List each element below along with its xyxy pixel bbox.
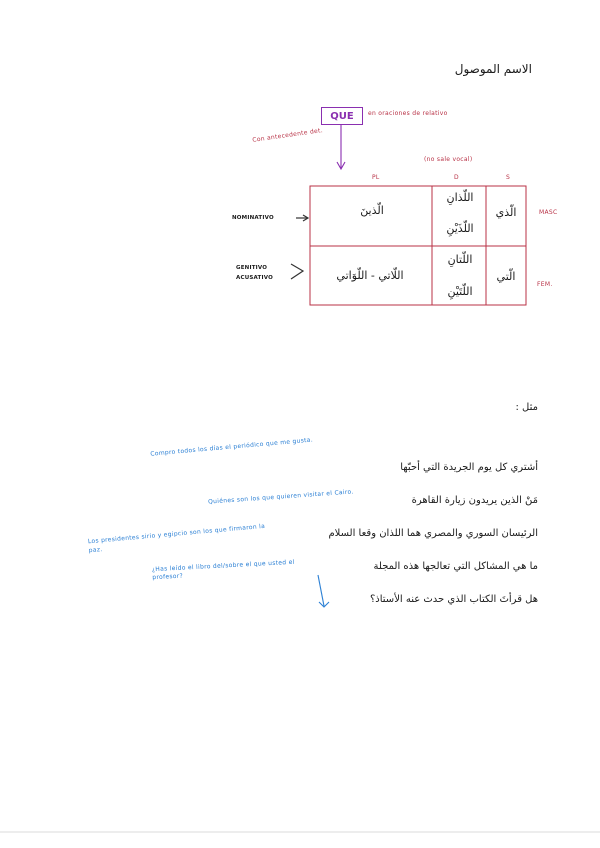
- page-title: الاسم الموصول: [454, 62, 532, 76]
- example-note-3: Los presidentes sirio y egipcio son los que firmaron la paz.: [87, 522, 266, 555]
- example-sentence-3: الرئيسان السوري والمصري هما اللذان وقعا السلام: [328, 528, 538, 539]
- masc-dual-bottom-cell: اللّذَيْنِ: [446, 222, 474, 235]
- fem-singular-cell: الّتي: [496, 270, 516, 283]
- row-label-genitive-accusative: GENITIVO ACUSATIVO: [236, 265, 273, 281]
- row-label-nominative: NOMINATIVO: [232, 215, 274, 221]
- example-sentence-4: ما هي المشاكل التي تعالجها هذه المجلة: [373, 561, 538, 572]
- dual-note: (no sale vocal): [424, 156, 473, 163]
- fem-dual-bottom-cell: اللّتَيْنِ: [447, 285, 473, 298]
- masc-singular-cell: الّذي: [495, 206, 517, 219]
- que-box: QUE: [321, 107, 363, 125]
- column-label-dual: D: [454, 174, 459, 181]
- example-sentence-1: أشتري كل يوم الجريدة التي أحبّها: [400, 462, 538, 473]
- masc-plural-cell: الّذينَ: [360, 204, 384, 217]
- que-note: en oraciones de relativo: [368, 110, 448, 117]
- example-note-1: Compro todos los días el periódico que me gusta.: [150, 436, 314, 458]
- fem-plural-cell: اللّاتي - اللّوَاتي: [336, 269, 404, 282]
- antecedent-note: Con antecedente det.: [251, 127, 324, 144]
- fem-dual-top-cell: اللّتانِ: [447, 253, 473, 266]
- fem-label: FEM.: [537, 281, 553, 288]
- example-sentence-2: مَنْ الذين يريدون زيارة القاهرة: [411, 495, 538, 506]
- example-note-2: Quiénes son los que quieren visitar el Cairo.: [207, 488, 354, 506]
- example-sentence-5: هل قرأتَ الكتاب الذي حدث عنه الأستاذ؟: [369, 594, 538, 605]
- examples-label: مثل :: [515, 402, 538, 413]
- genitive-chevron: [291, 264, 303, 279]
- masc-dual-top-cell: اللّذانِ: [446, 191, 474, 204]
- column-label-singular: S: [506, 174, 511, 181]
- question-arrow: [318, 575, 324, 606]
- column-label-plural: PL: [372, 174, 380, 181]
- masc-label: MASC: [539, 209, 558, 216]
- example-note-5: ¿Has leído el libro del/sobre el que usted el profesor?: [151, 558, 295, 582]
